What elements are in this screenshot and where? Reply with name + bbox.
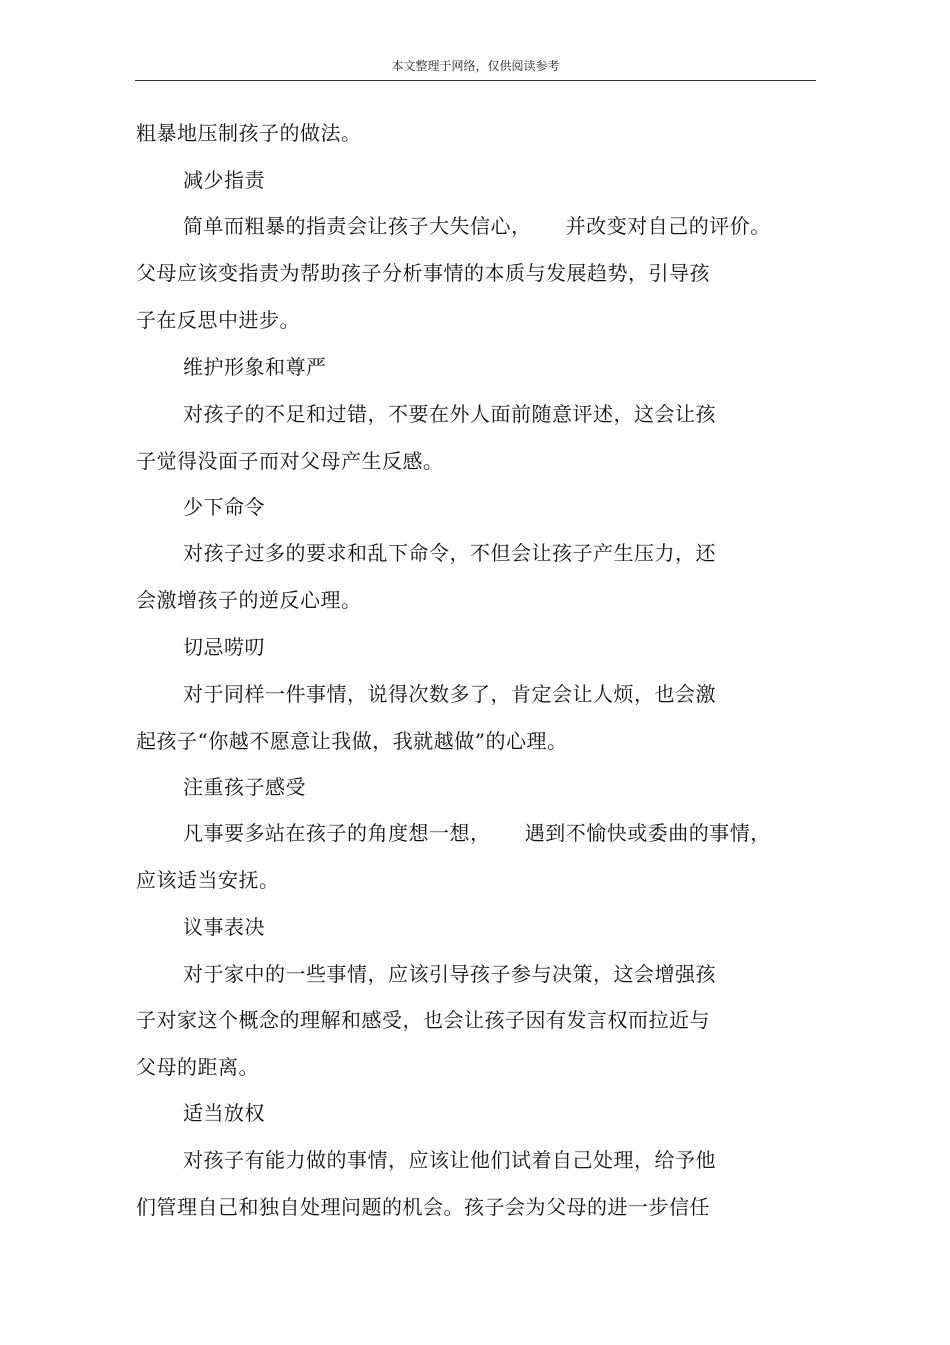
body-line: 子对家这个概念的理解和感受，也会让孩子因有发言权而拉近与 [136,1008,710,1032]
body-line: 简单而粗暴的指责会让孩子大失信心， 并改变对自己的评价。 [183,214,771,238]
body-line: 们管理自己和独自处理问题的机会。孩子会为父母的进一步信任 [136,1195,710,1219]
body-line: 对孩子的不足和过错，不要在外人面前随意评述，这会让孩 [183,402,716,426]
body-line: 父母应该变指责为帮助孩子分析事情的本质与发展趋势，引导孩 [136,261,710,285]
section-heading: 适当放权 [183,1101,265,1125]
body-line: 父母的距离。 [136,1055,259,1079]
section-heading: 减少指责 [183,168,265,192]
section-heading: 注重孩子感受 [183,775,306,799]
body-line: 对孩子有能力做的事情，应该让他们试着自己处理，给予他 [183,1148,716,1172]
body-line: 起孩子“你越不愿意让我做，我就越做”的心理。 [136,729,568,753]
page-header: 本文整理于网络，仅供阅读参考 [391,59,560,73]
body-line: 子觉得没面子而对父母产生反感。 [136,449,444,473]
body-line: 凡事要多站在孩子的角度想一想， 遇到不愉快或委曲的事情， [183,821,771,845]
body-line: 对于家中的一些事情，应该引导孩子参与决策，这会增强孩 [183,962,716,986]
section-heading: 少下命令 [183,495,265,519]
body-line: 会激增孩子的逆反心理。 [136,588,362,612]
section-heading: 切忌唠叨 [183,635,265,659]
body-line: 子在反思中进步。 [136,308,300,332]
section-heading: 维护形象和尊严 [183,355,327,379]
body-line: 粗暴地压制孩子的做法。 [136,121,362,145]
header-divider [135,80,816,81]
body-line: 对孩子过多的要求和乱下命令，不但会让孩子产生压力，还 [183,541,716,565]
body-line: 对于同样一件事情，说得次数多了，肯定会让人烦，也会激 [183,682,716,706]
section-heading: 议事表决 [183,915,265,939]
body-line: 应该适当安抚。 [136,868,280,892]
